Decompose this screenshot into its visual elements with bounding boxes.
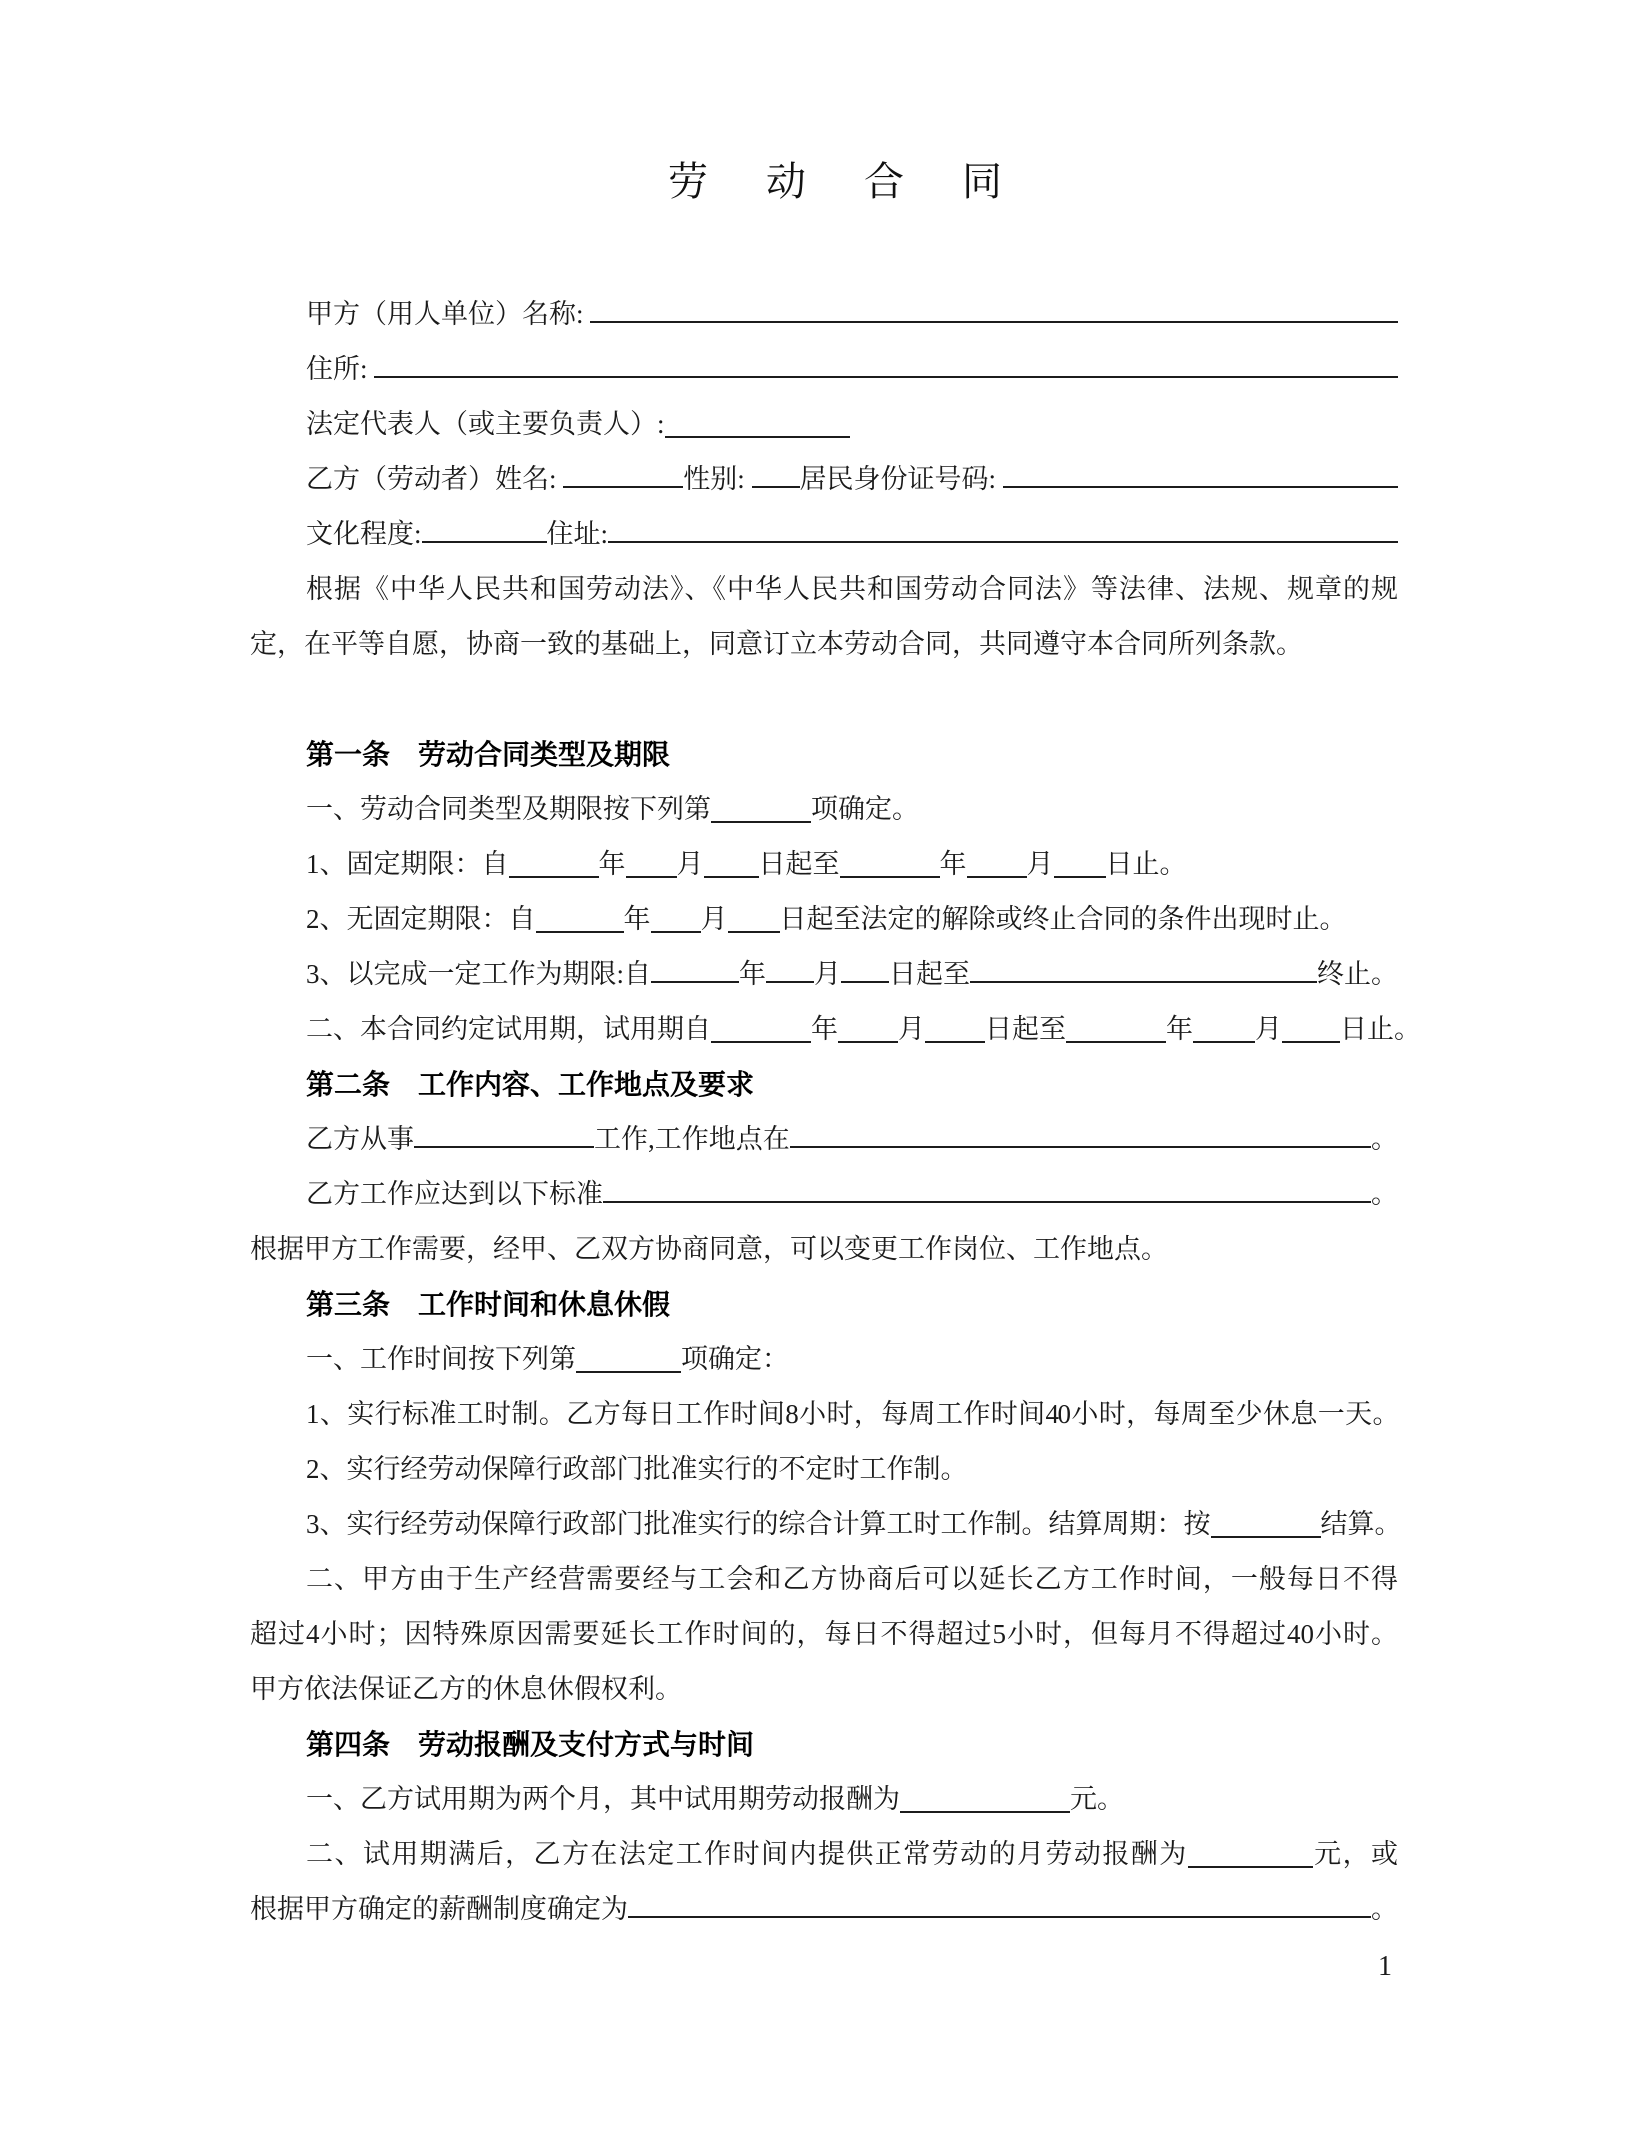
text-run: 年 (811, 1014, 838, 1044)
blank-field[interactable] (509, 874, 599, 878)
blank-field[interactable] (841, 979, 889, 983)
blank-field[interactable] (1188, 1864, 1313, 1868)
text-run: 二、试用期满后，乙方在法定工作时间内提供正常劳动的月劳动报酬为 (306, 1839, 1188, 1869)
blank-field[interactable] (704, 874, 759, 878)
clause-3-1-item-3 (250, 1497, 1402, 1552)
text-run: 。 (1371, 1894, 1398, 1924)
text-run: 一、乙方试用期为两个月，其中试用期劳动报酬为 (306, 1784, 900, 1814)
blank-field[interactable] (563, 484, 683, 488)
text-run: 元，或 (1312, 1839, 1399, 1869)
text-run: 居民身份证号码: (799, 464, 1003, 494)
text-run: 年 (1166, 1014, 1193, 1044)
text-run: 一、劳动合同类型及期限按下列第 (306, 794, 711, 824)
text-run: 。 (1371, 1124, 1398, 1154)
text-run: 年 (598, 849, 626, 879)
blank-field[interactable] (840, 874, 940, 878)
text-run: 年 (739, 959, 767, 989)
clause-2-3 (250, 1222, 1398, 1277)
spacer-line (250, 672, 1398, 727)
intro-line-1 (250, 562, 1398, 617)
clause-1-1 (250, 782, 1398, 837)
blank-field[interactable] (628, 1914, 1371, 1918)
text-run: 3、实行经劳动保障行政部门批准实行的综合计算工时工作制。结算周期：按 (306, 1509, 1211, 1539)
article-4-heading (250, 1717, 1398, 1772)
blank-field[interactable] (665, 434, 850, 438)
blank-field[interactable] (1282, 1039, 1340, 1043)
blank-field[interactable] (1193, 1039, 1255, 1043)
text-run: 月 (676, 849, 704, 879)
blank-field[interactable] (900, 1809, 1070, 1813)
text-run: 月 (1026, 849, 1054, 879)
text-run: 乙方（劳动者）姓名: (306, 464, 564, 494)
blank-field[interactable] (925, 1039, 985, 1043)
clause-3-1 (250, 1332, 1398, 1387)
text-run: 第一条 劳动合同类型及期限 (306, 739, 671, 770)
clause-2-2 (250, 1167, 1398, 1222)
text-run: 超过4小时；因特殊原因需要延长工作时间的，每日不得超过5小时，但每月不得超过40小时。 (250, 1619, 1398, 1649)
blank-field[interactable] (603, 1199, 1371, 1203)
article-1-heading (250, 727, 1398, 782)
text-run: 2、无固定期限：自 (306, 904, 536, 934)
blank-field[interactable] (536, 929, 624, 933)
blank-field[interactable] (1003, 484, 1398, 488)
blank-field[interactable] (608, 539, 1398, 543)
text-run: 第四条 劳动报酬及支付方式与时间 (306, 1729, 755, 1760)
text-run: 工作,工作地点在 (594, 1124, 790, 1154)
blank-field[interactable] (1054, 874, 1106, 878)
text-run: 。 (1371, 1179, 1398, 1209)
blank-field[interactable] (651, 929, 701, 933)
text-run: 二、甲方由于生产经营需要经与工会和乙方协商后可以延长乙方工作时间，一般每日不得 (306, 1564, 1398, 1594)
employee-info-line (250, 452, 1398, 507)
text-run: 2、实行经劳动保障行政部门批准实行的不定时工作制。 (306, 1454, 968, 1484)
contract-body (250, 287, 1421, 1937)
clause-3-2-line-3 (250, 1662, 1398, 1717)
text-run: 日起至 (758, 849, 840, 879)
blank-field[interactable] (711, 819, 811, 823)
text-run: 日止。 (1105, 849, 1187, 879)
text-run: 甲方（用人单位）名称: (306, 299, 591, 329)
text-run: 住址: (546, 519, 609, 549)
text-run: 日起至 (985, 1014, 1066, 1044)
text-run: 日止。 (1340, 1014, 1421, 1044)
clause-4-1 (250, 1772, 1398, 1827)
article-3-heading (250, 1277, 1398, 1332)
blank-field[interactable] (1066, 1039, 1166, 1043)
text-run: 1、固定期限：自 (306, 849, 509, 879)
text-run: 项确定。 (811, 794, 919, 824)
clause-3-1-item-2 (250, 1442, 1398, 1497)
blank-field[interactable] (590, 319, 1398, 323)
legal-representative-line (250, 397, 1398, 452)
clause-4-2-line-1 (250, 1827, 1398, 1882)
text-run: 性别: (683, 464, 752, 494)
blank-field[interactable] (728, 929, 780, 933)
text-run: 终止。 (1317, 959, 1398, 989)
clause-1-1-item-1 (250, 837, 1398, 892)
clause-3-1-item-1 (250, 1387, 1398, 1442)
text-run: 月 (700, 904, 728, 934)
text-run: 年 (623, 904, 651, 934)
blank-field[interactable] (711, 1039, 811, 1043)
clause-4-2-line-2 (250, 1882, 1398, 1937)
text-run: 根据《中华人民共和国劳动法》、《中华人民共和国劳动合同法》等法律、法规、规章的规 (306, 574, 1398, 604)
text-run: 3、以完成一定工作为期限:自 (306, 959, 652, 989)
blank-field[interactable] (967, 874, 1027, 878)
clause-1-1-item-2 (250, 892, 1398, 947)
text-run: 文化程度: (306, 519, 422, 549)
text-run: 乙方工作应达到以下标准 (306, 1179, 603, 1209)
employer-address-line (250, 342, 1398, 397)
text-run: 项确定： (681, 1344, 789, 1374)
text-run: 日起至法定的解除或终止合同的条件出现时止。 (779, 904, 1347, 934)
education-address-line (250, 507, 1398, 562)
text-run: 结算。 (1320, 1509, 1402, 1539)
text-run: 住所: (306, 354, 375, 384)
blank-field[interactable] (626, 874, 677, 878)
text-run: 甲方依法保证乙方的休息休假权利。 (250, 1674, 682, 1704)
text-run: 日起至 (889, 959, 971, 989)
text-run: 月 (898, 1014, 925, 1044)
text-run: 第二条 工作内容、工作地点及要求 (306, 1069, 755, 1100)
blank-field[interactable] (970, 979, 1317, 983)
blank-field[interactable] (790, 1144, 1371, 1148)
blank-field[interactable] (752, 484, 800, 488)
blank-field[interactable] (1211, 1534, 1321, 1538)
text-run: 根据甲方工作需要，经甲、乙双方协商同意，可以变更工作岗位、工作地点。 (250, 1234, 1168, 1264)
blank-field[interactable] (651, 979, 739, 983)
text-run: 1、实行标准工时制。乙方每日工作时间8小时，每周工作时间40小时，每周至少休息一天。 (306, 1399, 1398, 1429)
clause-1-2 (250, 1002, 1421, 1057)
text-run: 月 (1255, 1014, 1282, 1044)
text-run: 乙方从事 (306, 1124, 414, 1154)
text-run: 根据甲方确定的薪酬制度确定为 (250, 1894, 628, 1924)
blank-field[interactable] (422, 539, 547, 543)
clause-3-2-line-1 (250, 1552, 1398, 1607)
blank-field[interactable] (374, 374, 1398, 378)
text-run: 年 (939, 849, 967, 879)
blank-field[interactable] (414, 1144, 594, 1148)
blank-field[interactable] (766, 979, 814, 983)
employer-name-line (250, 287, 1398, 342)
text-run: 元。 (1070, 1784, 1124, 1814)
text-run: 法定代表人（或主要负责人）: (306, 409, 665, 439)
intro-line-2 (250, 617, 1398, 672)
text-run: 二、本合同约定试用期，试用期自 (306, 1014, 711, 1044)
text-run: 定，在平等自愿，协商一致的基础上，同意订立本劳动合同，共同遵守本合同所列条款。 (250, 629, 1303, 659)
clause-3-2-line-2 (250, 1607, 1398, 1662)
page-number: 1 (1378, 1951, 1392, 1982)
text-run: 第三条 工作时间和休息休假 (306, 1289, 671, 1320)
text-run: 月 (814, 959, 842, 989)
article-2-heading (250, 1057, 1398, 1112)
blank-field[interactable] (576, 1369, 681, 1373)
text-run: 一、工作时间按下列第 (306, 1344, 576, 1374)
blank-field[interactable] (838, 1039, 898, 1043)
clause-2-1 (250, 1112, 1398, 1167)
clause-1-1-item-3 (250, 947, 1398, 1002)
document-title: 劳动合同 (668, 159, 1060, 204)
